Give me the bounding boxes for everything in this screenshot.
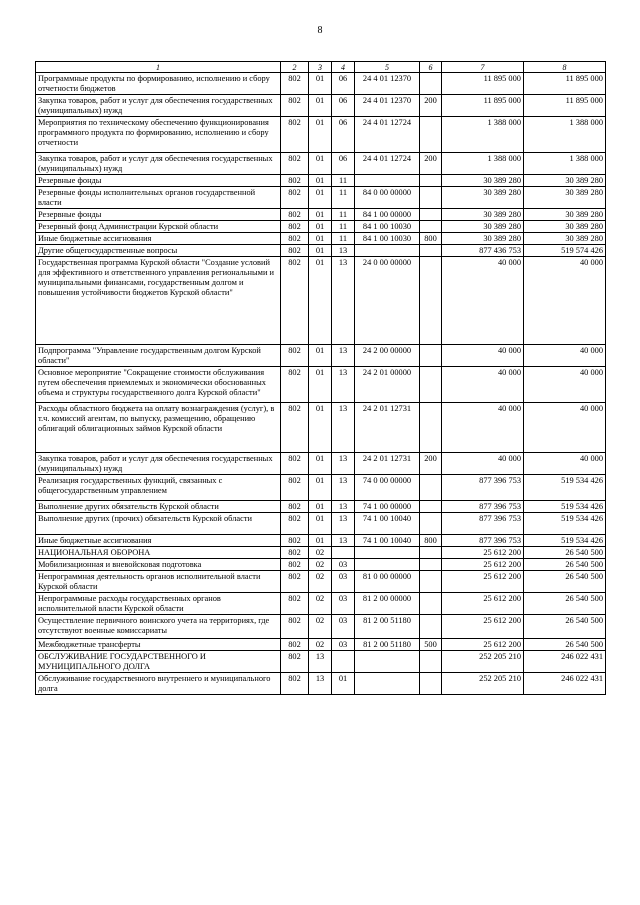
header-cell: 8 — [524, 62, 606, 73]
budget-table — [35, 61, 606, 695]
expense-type-code — [420, 475, 442, 501]
table-row — [36, 475, 606, 501]
grbs-code: 802 — [281, 245, 309, 257]
item-name: Мероприятия по техническому обеспечению функционирования программного продукта по формированию, исполнению и сбору отчетности — [36, 117, 281, 153]
amount-year-2: 519 534 426 — [524, 513, 606, 535]
section-code: 01 — [309, 403, 332, 453]
amount-year-1: 252 205 210 — [442, 651, 524, 673]
subsection-code: 06 — [332, 153, 355, 175]
expense-type-code — [420, 513, 442, 535]
amount-year-1: 40 000 — [442, 345, 524, 367]
target-article-code: 24 2 00 00000 — [355, 345, 420, 367]
table-row — [36, 221, 606, 233]
section-code: 01 — [309, 95, 332, 117]
amount-year-1: 40 000 — [442, 257, 524, 345]
table-row — [36, 73, 606, 95]
amount-year-2: 26 540 500 — [524, 593, 606, 615]
amount-year-1: 30 389 280 — [442, 221, 524, 233]
expense-type-code — [420, 73, 442, 95]
amount-year-2: 519 534 426 — [524, 501, 606, 513]
table-row — [36, 209, 606, 221]
header-cell: 7 — [442, 62, 524, 73]
item-name: Непрограммные расходы государственных органов исполнительной власти Курской области — [36, 593, 281, 615]
target-article-code: 84 1 00 10030 — [355, 233, 420, 245]
table-row — [36, 245, 606, 257]
target-article-code — [355, 245, 420, 257]
target-article-code: 24 0 00 00000 — [355, 257, 420, 345]
section-code: 01 — [309, 175, 332, 187]
expense-type-code: 200 — [420, 153, 442, 175]
grbs-code: 802 — [281, 651, 309, 673]
section-code: 01 — [309, 245, 332, 257]
grbs-code: 802 — [281, 453, 309, 475]
subsection-code — [332, 651, 355, 673]
grbs-code: 802 — [281, 615, 309, 639]
table-row — [36, 367, 606, 403]
subsection-code: 11 — [332, 175, 355, 187]
grbs-code: 802 — [281, 593, 309, 615]
target-article-code: 81 0 00 00000 — [355, 571, 420, 593]
expense-type-code — [420, 547, 442, 559]
amount-year-2: 30 389 280 — [524, 209, 606, 221]
header-cell: 4 — [332, 62, 355, 73]
item-name: Резервные фонды — [36, 175, 281, 187]
amount-year-2: 246 022 431 — [524, 673, 606, 695]
table-row — [36, 639, 606, 651]
subsection-code: 03 — [332, 615, 355, 639]
amount-year-1: 877 396 753 — [442, 535, 524, 547]
item-name: Другие общегосударственные вопросы — [36, 245, 281, 257]
amount-year-1: 25 612 200 — [442, 593, 524, 615]
table-row — [36, 153, 606, 175]
item-name: Подпрограмма "Управление государственным долгом Курской области" — [36, 345, 281, 367]
amount-year-1: 11 895 000 — [442, 95, 524, 117]
header-cell: 1 — [36, 62, 281, 73]
target-article-code: 24 4 01 12370 — [355, 73, 420, 95]
table-row — [36, 513, 606, 535]
target-article-code: 84 0 00 00000 — [355, 187, 420, 209]
grbs-code: 802 — [281, 367, 309, 403]
section-code: 02 — [309, 593, 332, 615]
section-code: 01 — [309, 513, 332, 535]
grbs-code: 802 — [281, 559, 309, 571]
subsection-code: 13 — [332, 475, 355, 501]
section-code: 01 — [309, 221, 332, 233]
item-name: Межбюджетные трансферты — [36, 639, 281, 651]
item-name: Программные продукты по формированию, исполнению и сбору отчетности бюджетов — [36, 73, 281, 95]
subsection-code: 13 — [332, 245, 355, 257]
item-name: Иные бюджетные ассигнования — [36, 535, 281, 547]
target-article-code — [355, 559, 420, 571]
amount-year-1: 25 612 200 — [442, 559, 524, 571]
grbs-code: 802 — [281, 571, 309, 593]
target-article-code: 24 4 01 12724 — [355, 153, 420, 175]
subsection-code: 03 — [332, 593, 355, 615]
section-code: 01 — [309, 453, 332, 475]
table-row — [36, 257, 606, 345]
amount-year-2: 30 389 280 — [524, 187, 606, 209]
subsection-code: 13 — [332, 453, 355, 475]
section-code: 13 — [309, 673, 332, 695]
table-row — [36, 117, 606, 153]
expense-type-code — [420, 209, 442, 221]
amount-year-1: 1 388 000 — [442, 153, 524, 175]
item-name: Мобилизационная и вневойсковая подготовка — [36, 559, 281, 571]
section-code: 02 — [309, 639, 332, 651]
grbs-code: 802 — [281, 209, 309, 221]
expense-type-code — [420, 651, 442, 673]
grbs-code: 802 — [281, 187, 309, 209]
expense-type-code — [420, 221, 442, 233]
amount-year-2: 26 540 500 — [524, 547, 606, 559]
amount-year-2: 1 388 000 — [524, 117, 606, 153]
section-code: 02 — [309, 571, 332, 593]
amount-year-2: 26 540 500 — [524, 615, 606, 639]
amount-year-1: 11 895 000 — [442, 73, 524, 95]
grbs-code: 802 — [281, 403, 309, 453]
target-article-code — [355, 673, 420, 695]
item-name: Реализация государственных функций, связанных с общегосударственным управлением — [36, 475, 281, 501]
amount-year-1: 40 000 — [442, 453, 524, 475]
amount-year-1: 877 396 753 — [442, 475, 524, 501]
target-article-code: 84 1 00 00000 — [355, 209, 420, 221]
grbs-code: 802 — [281, 117, 309, 153]
target-article-code: 24 4 01 12724 — [355, 117, 420, 153]
item-name: Закупка товаров, работ и услуг для обеспечения государственных (муниципальных) нужд — [36, 453, 281, 475]
expense-type-code — [420, 673, 442, 695]
table-row — [36, 535, 606, 547]
target-article-code: 74 1 00 00000 — [355, 501, 420, 513]
amount-year-1: 25 612 200 — [442, 615, 524, 639]
page-number: 8 — [317, 25, 323, 36]
section-code: 01 — [309, 501, 332, 513]
table-row — [36, 403, 606, 453]
table-row — [36, 233, 606, 245]
subsection-code: 03 — [332, 571, 355, 593]
item-name: Выполнение других обязательств Курской области — [36, 501, 281, 513]
amount-year-2: 11 895 000 — [524, 95, 606, 117]
item-name: НАЦИОНАЛЬНАЯ ОБОРОНА — [36, 547, 281, 559]
expense-type-code: 800 — [420, 535, 442, 547]
item-name: Выполнение других (прочих) обязательств Курской области — [36, 513, 281, 535]
grbs-code: 802 — [281, 535, 309, 547]
amount-year-2: 246 022 431 — [524, 651, 606, 673]
amount-year-2: 40 000 — [524, 367, 606, 403]
section-code: 01 — [309, 367, 332, 403]
subsection-code: 11 — [332, 233, 355, 245]
expense-type-code — [420, 501, 442, 513]
subsection-code: 03 — [332, 559, 355, 571]
table-row — [36, 453, 606, 475]
subsection-code: 01 — [332, 673, 355, 695]
expense-type-code: 500 — [420, 639, 442, 651]
section-code: 01 — [309, 209, 332, 221]
amount-year-2: 1 388 000 — [524, 153, 606, 175]
amount-year-1: 877 396 753 — [442, 513, 524, 535]
grbs-code: 802 — [281, 673, 309, 695]
subsection-code: 13 — [332, 535, 355, 547]
target-article-code — [355, 175, 420, 187]
subsection-code: 11 — [332, 209, 355, 221]
target-article-code: 81 2 00 51180 — [355, 639, 420, 651]
table-row — [36, 175, 606, 187]
grbs-code: 802 — [281, 233, 309, 245]
expense-type-code — [420, 403, 442, 453]
table-row — [36, 651, 606, 673]
section-code: 01 — [309, 117, 332, 153]
target-article-code: 24 2 01 12731 — [355, 453, 420, 475]
expense-type-code — [420, 559, 442, 571]
amount-year-2: 11 895 000 — [524, 73, 606, 95]
subsection-code: 06 — [332, 73, 355, 95]
expense-type-code — [420, 345, 442, 367]
item-name: Закупка товаров, работ и услуг для обеспечения государственных (муниципальных) нужд — [36, 95, 281, 117]
item-name: Основное мероприятие "Сокращение стоимости обслуживания путем обеспечения приемлемых и экономически обоснованных объема и структуры государственного долга Курской области" — [36, 367, 281, 403]
section-code: 02 — [309, 615, 332, 639]
expense-type-code: 800 — [420, 233, 442, 245]
amount-year-1: 877 396 753 — [442, 501, 524, 513]
header-cell: 5 — [355, 62, 420, 73]
expense-type-code — [420, 187, 442, 209]
item-name: Резервные фонды исполнительных органов государственной власти — [36, 187, 281, 209]
item-name: Иные бюджетные ассигнования — [36, 233, 281, 245]
grbs-code: 802 — [281, 345, 309, 367]
amount-year-2: 40 000 — [524, 453, 606, 475]
item-name: Непрограммная деятельность органов исполнительной власти Курской области — [36, 571, 281, 593]
section-code: 01 — [309, 257, 332, 345]
grbs-code: 802 — [281, 73, 309, 95]
target-article-code: 74 0 00 00000 — [355, 475, 420, 501]
item-name: Резервный фонд Администрации Курской области — [36, 221, 281, 233]
expense-type-code — [420, 245, 442, 257]
amount-year-2: 40 000 — [524, 345, 606, 367]
subsection-code: 13 — [332, 257, 355, 345]
amount-year-1: 40 000 — [442, 403, 524, 453]
grbs-code: 802 — [281, 221, 309, 233]
subsection-code — [332, 547, 355, 559]
subsection-code: 06 — [332, 95, 355, 117]
expense-type-code: 200 — [420, 95, 442, 117]
table-header-row — [36, 62, 606, 73]
subsection-code: 06 — [332, 117, 355, 153]
table-row — [36, 593, 606, 615]
section-code: 01 — [309, 73, 332, 95]
grbs-code: 802 — [281, 95, 309, 117]
expense-type-code — [420, 571, 442, 593]
expense-type-code — [420, 257, 442, 345]
amount-year-1: 1 388 000 — [442, 117, 524, 153]
expense-type-code — [420, 367, 442, 403]
table-row — [36, 501, 606, 513]
amount-year-1: 252 205 210 — [442, 673, 524, 695]
amount-year-2: 30 389 280 — [524, 233, 606, 245]
amount-year-2: 519 574 426 — [524, 245, 606, 257]
amount-year-1: 25 612 200 — [442, 547, 524, 559]
item-name: Осуществление первичного воинского учета на территориях, где отсутствуют военные комиссариаты — [36, 615, 281, 639]
target-article-code: 24 4 01 12370 — [355, 95, 420, 117]
amount-year-2: 26 540 500 — [524, 571, 606, 593]
amount-year-1: 40 000 — [442, 367, 524, 403]
table-row — [36, 559, 606, 571]
table-row — [36, 95, 606, 117]
section-code: 01 — [309, 535, 332, 547]
subsection-code: 11 — [332, 221, 355, 233]
table-row — [36, 547, 606, 559]
section-code: 01 — [309, 345, 332, 367]
item-name: ОБСЛУЖИВАНИЕ ГОСУДАРСТВЕННОГО И МУНИЦИПАЛЬНОГО ДОЛГА — [36, 651, 281, 673]
target-article-code — [355, 651, 420, 673]
amount-year-1: 25 612 200 — [442, 571, 524, 593]
table-row — [36, 345, 606, 367]
item-name: Закупка товаров, работ и услуг для обеспечения государственных (муниципальных) нужд — [36, 153, 281, 175]
target-article-code: 24 2 01 00000 — [355, 367, 420, 403]
subsection-code: 13 — [332, 403, 355, 453]
item-name: Расходы областного бюджета на оплату вознаграждения (услуг), в т.ч. комиссий агентам, по выпуску, размещению, обращению облигаций облигационных займов Курской области — [36, 403, 281, 453]
table-row — [36, 571, 606, 593]
target-article-code: 81 2 00 51180 — [355, 615, 420, 639]
section-code: 01 — [309, 187, 332, 209]
table-row — [36, 615, 606, 639]
expense-type-code — [420, 175, 442, 187]
amount-year-2: 519 534 426 — [524, 475, 606, 501]
table-row — [36, 673, 606, 695]
header-cell: 6 — [420, 62, 442, 73]
amount-year-1: 25 612 200 — [442, 639, 524, 651]
grbs-code: 802 — [281, 513, 309, 535]
amount-year-1: 877 436 753 — [442, 245, 524, 257]
target-article-code: 84 1 00 10030 — [355, 221, 420, 233]
target-article-code: 74 1 00 10040 — [355, 513, 420, 535]
subsection-code: 13 — [332, 345, 355, 367]
amount-year-2: 30 389 280 — [524, 175, 606, 187]
amount-year-2: 519 534 426 — [524, 535, 606, 547]
subsection-code: 13 — [332, 513, 355, 535]
grbs-code: 802 — [281, 547, 309, 559]
section-code: 13 — [309, 651, 332, 673]
target-article-code: 81 2 00 00000 — [355, 593, 420, 615]
section-code: 01 — [309, 475, 332, 501]
expense-type-code: 200 — [420, 453, 442, 475]
grbs-code: 802 — [281, 639, 309, 651]
amount-year-1: 30 389 280 — [442, 187, 524, 209]
subsection-code: 11 — [332, 187, 355, 209]
item-name: Обслуживание государственного внутреннего и муниципального долга — [36, 673, 281, 695]
grbs-code: 802 — [281, 475, 309, 501]
amount-year-2: 26 540 500 — [524, 639, 606, 651]
amount-year-2: 40 000 — [524, 403, 606, 453]
expense-type-code — [420, 615, 442, 639]
section-code: 01 — [309, 233, 332, 245]
amount-year-2: 30 389 280 — [524, 221, 606, 233]
subsection-code: 03 — [332, 639, 355, 651]
expense-type-code — [420, 117, 442, 153]
amount-year-2: 26 540 500 — [524, 559, 606, 571]
table-row — [36, 187, 606, 209]
item-name: Резервные фонды — [36, 209, 281, 221]
expense-type-code — [420, 593, 442, 615]
target-article-code: 74 1 00 10040 — [355, 535, 420, 547]
item-name: Государственная программа Курской области "Создание условий для эффективного и ответственного управления региональными и муниципальными финансами, государственным долгом и повышения устойчивости бюджетов Курской области" — [36, 257, 281, 345]
grbs-code: 802 — [281, 175, 309, 187]
amount-year-1: 30 389 280 — [442, 175, 524, 187]
header-cell: 3 — [309, 62, 332, 73]
target-article-code: 24 2 01 12731 — [355, 403, 420, 453]
target-article-code — [355, 547, 420, 559]
grbs-code: 802 — [281, 501, 309, 513]
grbs-code: 802 — [281, 153, 309, 175]
amount-year-1: 30 389 280 — [442, 233, 524, 245]
section-code: 01 — [309, 153, 332, 175]
section-code: 02 — [309, 559, 332, 571]
subsection-code: 13 — [332, 501, 355, 513]
amount-year-2: 40 000 — [524, 257, 606, 345]
subsection-code: 13 — [332, 367, 355, 403]
grbs-code: 802 — [281, 257, 309, 345]
section-code: 02 — [309, 547, 332, 559]
amount-year-1: 30 389 280 — [442, 209, 524, 221]
header-cell: 2 — [281, 62, 309, 73]
